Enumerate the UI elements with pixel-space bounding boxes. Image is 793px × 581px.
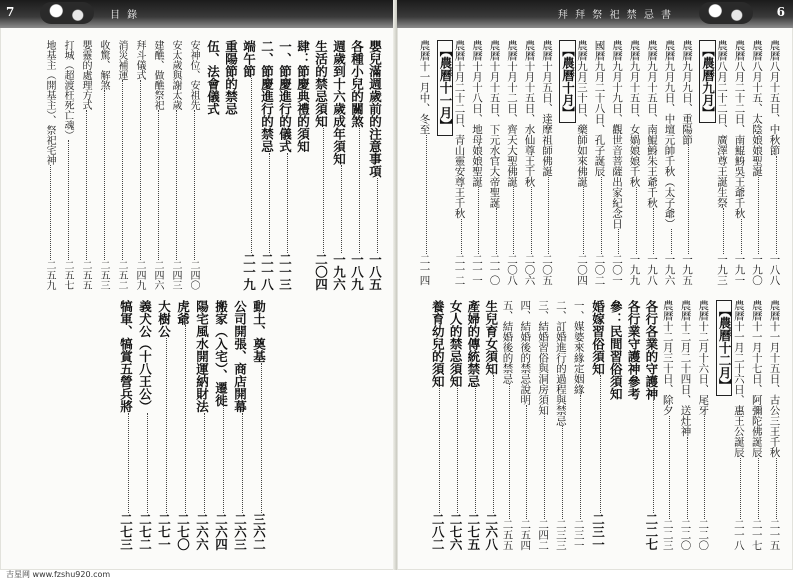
toc-entry-page: 二五九 — [44, 260, 55, 290]
toc-entry — [206, 40, 219, 290]
toc-entry-page: 二三一 — [590, 512, 606, 550]
leader-dots — [544, 416, 545, 519]
toc-entry-label: 女人的禁忌須知 — [448, 300, 464, 388]
toc-entry — [233, 300, 246, 550]
toc-entry — [698, 300, 709, 550]
toc-entry-page: 二四二 — [537, 518, 550, 550]
toc-entry — [647, 40, 658, 285]
toc-entry-page: 二二〇 — [697, 518, 710, 550]
toc-entry — [520, 300, 531, 550]
toc-entry — [242, 40, 255, 290]
toc-entry-label: 義犬公（十八王公） — [137, 300, 153, 413]
leader-dots — [68, 140, 69, 260]
toc-entry — [80, 40, 90, 290]
toc-entry-page: 二一一 — [471, 253, 483, 285]
right-page — [397, 0, 793, 570]
toc-entry-label: 一、媒婆來緣定姻緣 — [572, 300, 585, 395]
toc-entry-label: 農曆十一月十五日、古公三王千秋 — [768, 300, 781, 458]
toc-entry-page: 二七〇 — [175, 512, 191, 550]
toc-entry — [98, 40, 108, 290]
toc-entry — [769, 40, 780, 285]
toc-entry-label: 農曆九月九日、中壇元帥千秋（太子爺） — [663, 40, 676, 229]
toc-entry-page: 二五五 — [501, 518, 514, 550]
toc-entry-label: 建醮、做醮祭祀 — [152, 40, 163, 110]
toc-entry-label: 農曆八月十五日、中秋節 — [768, 40, 781, 156]
toc-entry-page: 一九〇 — [751, 253, 763, 285]
leader-dots — [251, 78, 252, 253]
leader-dots — [104, 90, 105, 260]
leader-dots — [461, 219, 462, 254]
left-running-title: 目 錄 — [110, 10, 140, 21]
toc-entry-page: 二〇一 — [611, 253, 623, 285]
toc-entry-page: 二二三 — [661, 518, 674, 550]
leader-dots — [50, 165, 51, 260]
leader-dots — [601, 177, 602, 254]
toc-entry-page: 一九六 — [331, 252, 347, 290]
leader-dots — [509, 384, 510, 519]
leader-dots — [377, 178, 378, 253]
toc-entry-page: 二〇五 — [541, 253, 553, 285]
toc-entry — [644, 300, 657, 550]
toc-entry-label: 農曆十月十八日、地母娘娘聖誕 — [471, 40, 483, 187]
leader-dots — [185, 325, 186, 513]
toc-entry — [680, 300, 691, 550]
toc-entry-label: 動土、奠基 — [251, 300, 267, 363]
leader-dots — [758, 177, 759, 254]
toc-entry-label: 肆：節慶典禮的須知 — [295, 40, 311, 153]
toc-entry-page: 二〇六 — [523, 253, 536, 285]
toc-entry-page: 二〇四 — [313, 252, 329, 290]
leader-dots — [526, 405, 527, 519]
toc-entry-label: 各種小兒的關煞 — [349, 40, 365, 128]
toc-entry — [751, 300, 762, 550]
leader-dots — [636, 187, 637, 254]
toc-entry — [594, 40, 605, 285]
toc-entry-label: 農曆八月二十二日、廣澤尊王誕生祭 — [716, 40, 728, 208]
leader-dots — [122, 80, 123, 260]
toc-entry-label: 【農曆十二月】 — [716, 300, 733, 396]
leader-dots — [741, 219, 742, 254]
toc-entry-page: 二二〇 — [679, 518, 692, 550]
toc-entry — [577, 40, 588, 285]
toc-entry-page: 一九三 — [716, 253, 728, 285]
leader-dots — [600, 375, 601, 513]
leader-dots — [723, 208, 724, 254]
toc-entry — [195, 300, 208, 550]
toc-entry-label: 農曆九月十五日、女媧娘娘千秋 — [628, 40, 641, 187]
leader-dots — [653, 400, 654, 513]
toc-entry — [682, 40, 693, 285]
toc-entry — [752, 40, 763, 285]
toc-entry — [350, 40, 363, 290]
toc-entry-page: 二七一 — [156, 512, 172, 550]
toc-entry-label: 大樹公 — [156, 300, 172, 338]
toc-entry-label: 農曆十月十二日、齊天大聖佛誕 — [506, 40, 518, 187]
toc-entry-label: 週歲到十六歲成年須知 — [331, 40, 347, 165]
toc-entry-page: 一八五 — [367, 252, 383, 290]
leader-dots — [704, 416, 705, 519]
toc-entry-page: 二四三 — [170, 260, 181, 290]
toc-entry — [332, 40, 345, 290]
leader-dots — [531, 187, 532, 254]
toc-entry-label: 養育幼兒的須知 — [430, 300, 446, 388]
toc-entry-page: 二二七 — [643, 512, 659, 550]
toc-entry-label: 農曆十二月三十日、除夕 — [661, 300, 674, 416]
toc-entry-label: 生活的禁忌須知 — [313, 40, 329, 128]
toc-entry — [489, 40, 500, 285]
toc-entry-page: 二八二 — [430, 512, 446, 550]
cloud-ornament-icon — [40, 2, 94, 24]
leader-dots — [457, 388, 458, 513]
toc-entry-page: 一八九 — [349, 252, 365, 290]
leader-dots — [478, 187, 479, 254]
toc-entry-page: 一八八 — [768, 253, 781, 285]
leader-dots — [323, 128, 324, 253]
toc-entry — [134, 40, 144, 290]
toc-entry-page: 二一九 — [241, 252, 257, 290]
toc-entry-page: 二五五 — [80, 260, 91, 290]
leader-dots — [176, 110, 177, 260]
toc-entry — [591, 300, 604, 550]
toc-entry — [559, 40, 576, 285]
toc-entry-page: 三六二 — [251, 512, 267, 550]
toc-entry — [119, 300, 132, 550]
toc-entry — [260, 40, 273, 290]
leader-dots — [439, 388, 440, 513]
toc-entry-label: 產婦的傳統禁忌 — [465, 300, 481, 388]
toc-entry — [224, 40, 237, 290]
toc-entry-label: 農曆九月九日、重陽節 — [681, 40, 693, 145]
toc-entry-page: 一九五 — [681, 253, 693, 285]
toc-entry — [466, 300, 479, 550]
toc-entry — [419, 40, 430, 285]
toc-entry-label: 【農曆十一月】 — [437, 40, 454, 136]
toc-entry-page: 二五七 — [62, 260, 73, 290]
toc-entry-page: 二一五 — [768, 518, 781, 550]
toc-entry-label: 四、結婚後的禁忌說明 — [519, 300, 532, 405]
toc-entry-page: 二一四 — [418, 253, 431, 285]
toc-entry-label: 二、訂婚進行的過程與禁忌 — [554, 300, 567, 426]
toc-entry — [176, 300, 189, 550]
toc-entry-page: 二四九 — [134, 260, 145, 290]
toc-entry — [157, 300, 170, 550]
toc-entry-page: 二四〇 — [188, 260, 199, 290]
toc-entry-label: 二、節慶進行的禁忌 — [259, 40, 275, 153]
toc-entry — [538, 300, 549, 550]
toc-entry-label: 伍、法會儀式 — [205, 40, 221, 115]
toc-entry — [734, 40, 745, 285]
right-page-number: 6 — [776, 5, 785, 19]
toc-entry-label: 各行業守護神參考 — [626, 300, 642, 400]
toc-entry-page: 二〇二 — [593, 253, 606, 285]
leader-dots — [669, 416, 670, 519]
toc-entry-label: 國曆九月二十八日、孔子誕辰 — [593, 40, 606, 177]
toc-entry-label: 農曆八月二十二日、南鯤鯓吳王爺千秋 — [733, 40, 746, 219]
toc-entry-page: 二〇八 — [506, 253, 518, 285]
toc-entry — [484, 300, 497, 550]
toc-entry-page: 二三三 — [554, 518, 567, 550]
right-running-title: 拜 拜 祭 祀 禁 忌 書 — [557, 10, 673, 21]
toc-entry — [431, 300, 444, 550]
toc-entry-page: 二六八 — [483, 512, 499, 550]
leader-dots — [583, 187, 584, 254]
toc-entry-label: 【農曆十月】 — [559, 40, 576, 123]
leader-dots — [493, 375, 494, 513]
toc-entry — [609, 300, 622, 550]
toc-entry — [573, 300, 584, 550]
toc-entry — [662, 300, 673, 550]
toc-entry-page: 二七六 — [448, 512, 464, 550]
leader-dots — [426, 135, 427, 254]
toc-entry — [454, 40, 465, 285]
toc-entry — [717, 40, 728, 285]
toc-entry-label: 生兒育女須知 — [483, 300, 499, 375]
leader-dots — [359, 128, 360, 253]
toc-entry-label: 農曆十一月中、冬至 — [418, 40, 431, 135]
leader-dots — [128, 413, 129, 513]
toc-entry-label: 消災補運 — [116, 40, 127, 80]
toc-entry — [252, 300, 265, 550]
toc-entry-page: 二一八 — [732, 518, 745, 550]
toc-entry — [502, 300, 513, 550]
toc-entry — [138, 300, 151, 550]
toc-entry — [472, 40, 483, 285]
leader-dots — [147, 413, 148, 513]
toc-entry — [699, 40, 716, 285]
toc-entry-label: 五、結婚後的禁忌 — [501, 300, 514, 384]
toc-entry — [44, 40, 54, 290]
toc-entry-page: 二七三 — [118, 512, 134, 550]
leader-dots — [618, 229, 619, 254]
toc-entry-label: 地基主（開基主）、祭祀宅神 — [44, 40, 55, 165]
toc-entry-label: 陽宅風水開運納財法 — [194, 300, 210, 413]
leader-dots — [671, 229, 672, 254]
toc-entry-page: 二一七 — [750, 518, 763, 550]
leader-dots — [496, 208, 497, 254]
toc-entry — [437, 40, 454, 285]
toc-entry-label: 農曆十月十五日、水仙尊王千秋 — [523, 40, 536, 187]
watermark-footer: 吉星网 www.fzshu920.com — [6, 570, 111, 579]
toc-entry-label: 嬰靈的處理方式 — [80, 40, 91, 110]
leader-dots — [513, 187, 514, 254]
toc-entry — [612, 40, 623, 285]
toc-entry-page: 二六三 — [232, 512, 248, 550]
toc-entry — [627, 300, 640, 550]
leader-dots — [140, 80, 141, 260]
toc-entry-label: 農曆八月十五、太陰娘娘聖誕 — [751, 40, 763, 177]
toc-entry-label: 參：民間習俗須知 — [608, 300, 624, 400]
toc-entry — [368, 40, 381, 290]
toc-entry-label: 拜斗儀式 — [134, 40, 145, 80]
leader-dots — [562, 426, 563, 519]
toc-entry — [542, 40, 553, 285]
toc-entry — [188, 40, 198, 290]
cloud-ornament-icon — [699, 2, 753, 24]
toc-entry-page: 一九六 — [663, 253, 676, 285]
toc-entry-page: 二七五 — [465, 512, 481, 550]
toc-entry — [278, 40, 291, 290]
leader-dots — [269, 153, 270, 253]
toc-entry — [629, 40, 640, 285]
toc-entry-label: 虎爺 — [175, 300, 191, 325]
leader-dots — [261, 363, 262, 513]
leader-dots — [776, 156, 777, 254]
toc-entry — [716, 300, 733, 550]
toc-entry-page: 一九一 — [733, 253, 746, 285]
leader-dots — [776, 458, 777, 519]
toc-entry-page: 二一二 — [453, 253, 466, 285]
toc-entry — [664, 40, 675, 285]
toc-entry-page: 二一〇 — [488, 253, 501, 285]
toc-entry-page: 二三一 — [572, 518, 585, 550]
toc-entry-label: 農曆九月十五日、南鯤鯓朱王爺千秋 — [646, 40, 658, 208]
toc-entry — [116, 40, 126, 290]
leader-dots — [242, 413, 243, 513]
toc-entry-page: 二一八 — [259, 252, 275, 290]
leader-dots — [688, 145, 689, 254]
toc-entry — [733, 300, 744, 550]
leader-dots — [194, 110, 195, 260]
toc-entry-label: 婚嫁習俗須知 — [590, 300, 606, 375]
toc-entry — [296, 40, 309, 290]
leader-dots — [758, 458, 759, 519]
toc-entry — [555, 300, 566, 550]
toc-entry-label: 農曆十月五日、達摩祖師佛誕 — [541, 40, 553, 177]
toc-entry — [314, 40, 327, 290]
toc-entry-page: 二五二 — [116, 260, 127, 290]
leader-dots — [475, 388, 476, 513]
leader-dots — [341, 165, 342, 253]
leader-dots — [204, 413, 205, 513]
toc-entry-page: 二一三 — [277, 252, 293, 290]
toc-entry-label: 公司開張、商店開幕 — [232, 300, 248, 413]
toc-entry-label: 重陽節的禁忌 — [223, 40, 239, 115]
toc-entry-page: 二〇四 — [576, 253, 588, 285]
toc-entry-label: 農曆十二月十六日、尾牙 — [697, 300, 710, 416]
toc-entry-label: 三、結婚習俗與洞房須知 — [537, 300, 550, 416]
toc-entry-label: 安神位、安祖先 — [188, 40, 199, 110]
toc-entry-page: 二四六 — [152, 260, 163, 290]
toc-entry-label: 農曆十一月十七日、阿彌陀佛誕辰 — [750, 300, 763, 458]
toc-entry-label: 犒軍、犒賞五營兵將 — [118, 300, 134, 413]
leader-dots — [653, 208, 654, 254]
toc-entry-label: 農曆九月三十日、藥師如來佛誕 — [576, 40, 588, 187]
toc-entry — [170, 40, 180, 290]
toc-entry-label: 嬰兒滿週歲前的注意事項 — [367, 40, 383, 178]
left-header — [0, 0, 396, 28]
toc-entry-page: 二六六 — [194, 512, 210, 550]
leader-dots — [687, 437, 688, 519]
toc-entry-label: 【農曆九月】 — [699, 40, 716, 123]
toc-entry-page: 二五三 — [98, 260, 109, 290]
toc-entry — [769, 300, 780, 550]
toc-entry — [507, 40, 518, 285]
toc-entry-label: 一、節慶進行的儀式 — [277, 40, 293, 153]
left-page-number: 7 — [6, 5, 15, 19]
toc-entry-page: 一九九 — [628, 253, 641, 285]
leader-dots — [548, 177, 549, 254]
toc-entry-page: 二七二 — [137, 512, 153, 550]
toc-entry-label: 安太歲與謝太歲 — [170, 40, 181, 110]
toc-entry-label: 農曆十月十五日、下元水官大帝聖誕 — [488, 40, 501, 208]
right-header — [397, 0, 793, 28]
toc-entry-label: 收驚、解煞 — [98, 40, 109, 90]
toc-entry-label: 農曆十月二十二日、青山靈安尊王千秋 — [453, 40, 466, 219]
toc-entry-page: 二五四 — [519, 518, 532, 550]
toc-entry — [152, 40, 162, 290]
leader-dots — [158, 110, 159, 260]
leader-dots — [223, 406, 224, 512]
toc-entry-label: 搬家（入宅）、遷徙 — [213, 300, 229, 407]
leader-dots — [287, 153, 288, 253]
toc-entry — [214, 300, 227, 550]
toc-entry-label: 農曆十一月二十六日、惠王公誕辰 — [732, 300, 745, 458]
leader-dots — [86, 110, 87, 260]
toc-entry-label: 端午節 — [241, 40, 257, 78]
toc-entry-label: 各行各業的守護神 — [643, 300, 659, 400]
toc-entry-page: 一九八 — [646, 253, 658, 285]
left-page — [0, 0, 396, 570]
toc-entry — [449, 300, 462, 550]
toc-entry-label: 農曆十二月二十四日、送灶神 — [679, 300, 692, 437]
leader-dots — [740, 458, 741, 519]
toc-entry — [62, 40, 72, 290]
toc-entry-label: 打城（超渡枉死亡魂） — [62, 40, 73, 140]
leader-dots — [166, 338, 167, 513]
toc-entry-label: 農曆九月十九日、觀世音菩薩出家紀念日 — [611, 40, 623, 229]
leader-dots — [580, 395, 581, 519]
toc-entry-page: 二六四 — [213, 512, 229, 550]
toc-entry — [524, 40, 535, 285]
